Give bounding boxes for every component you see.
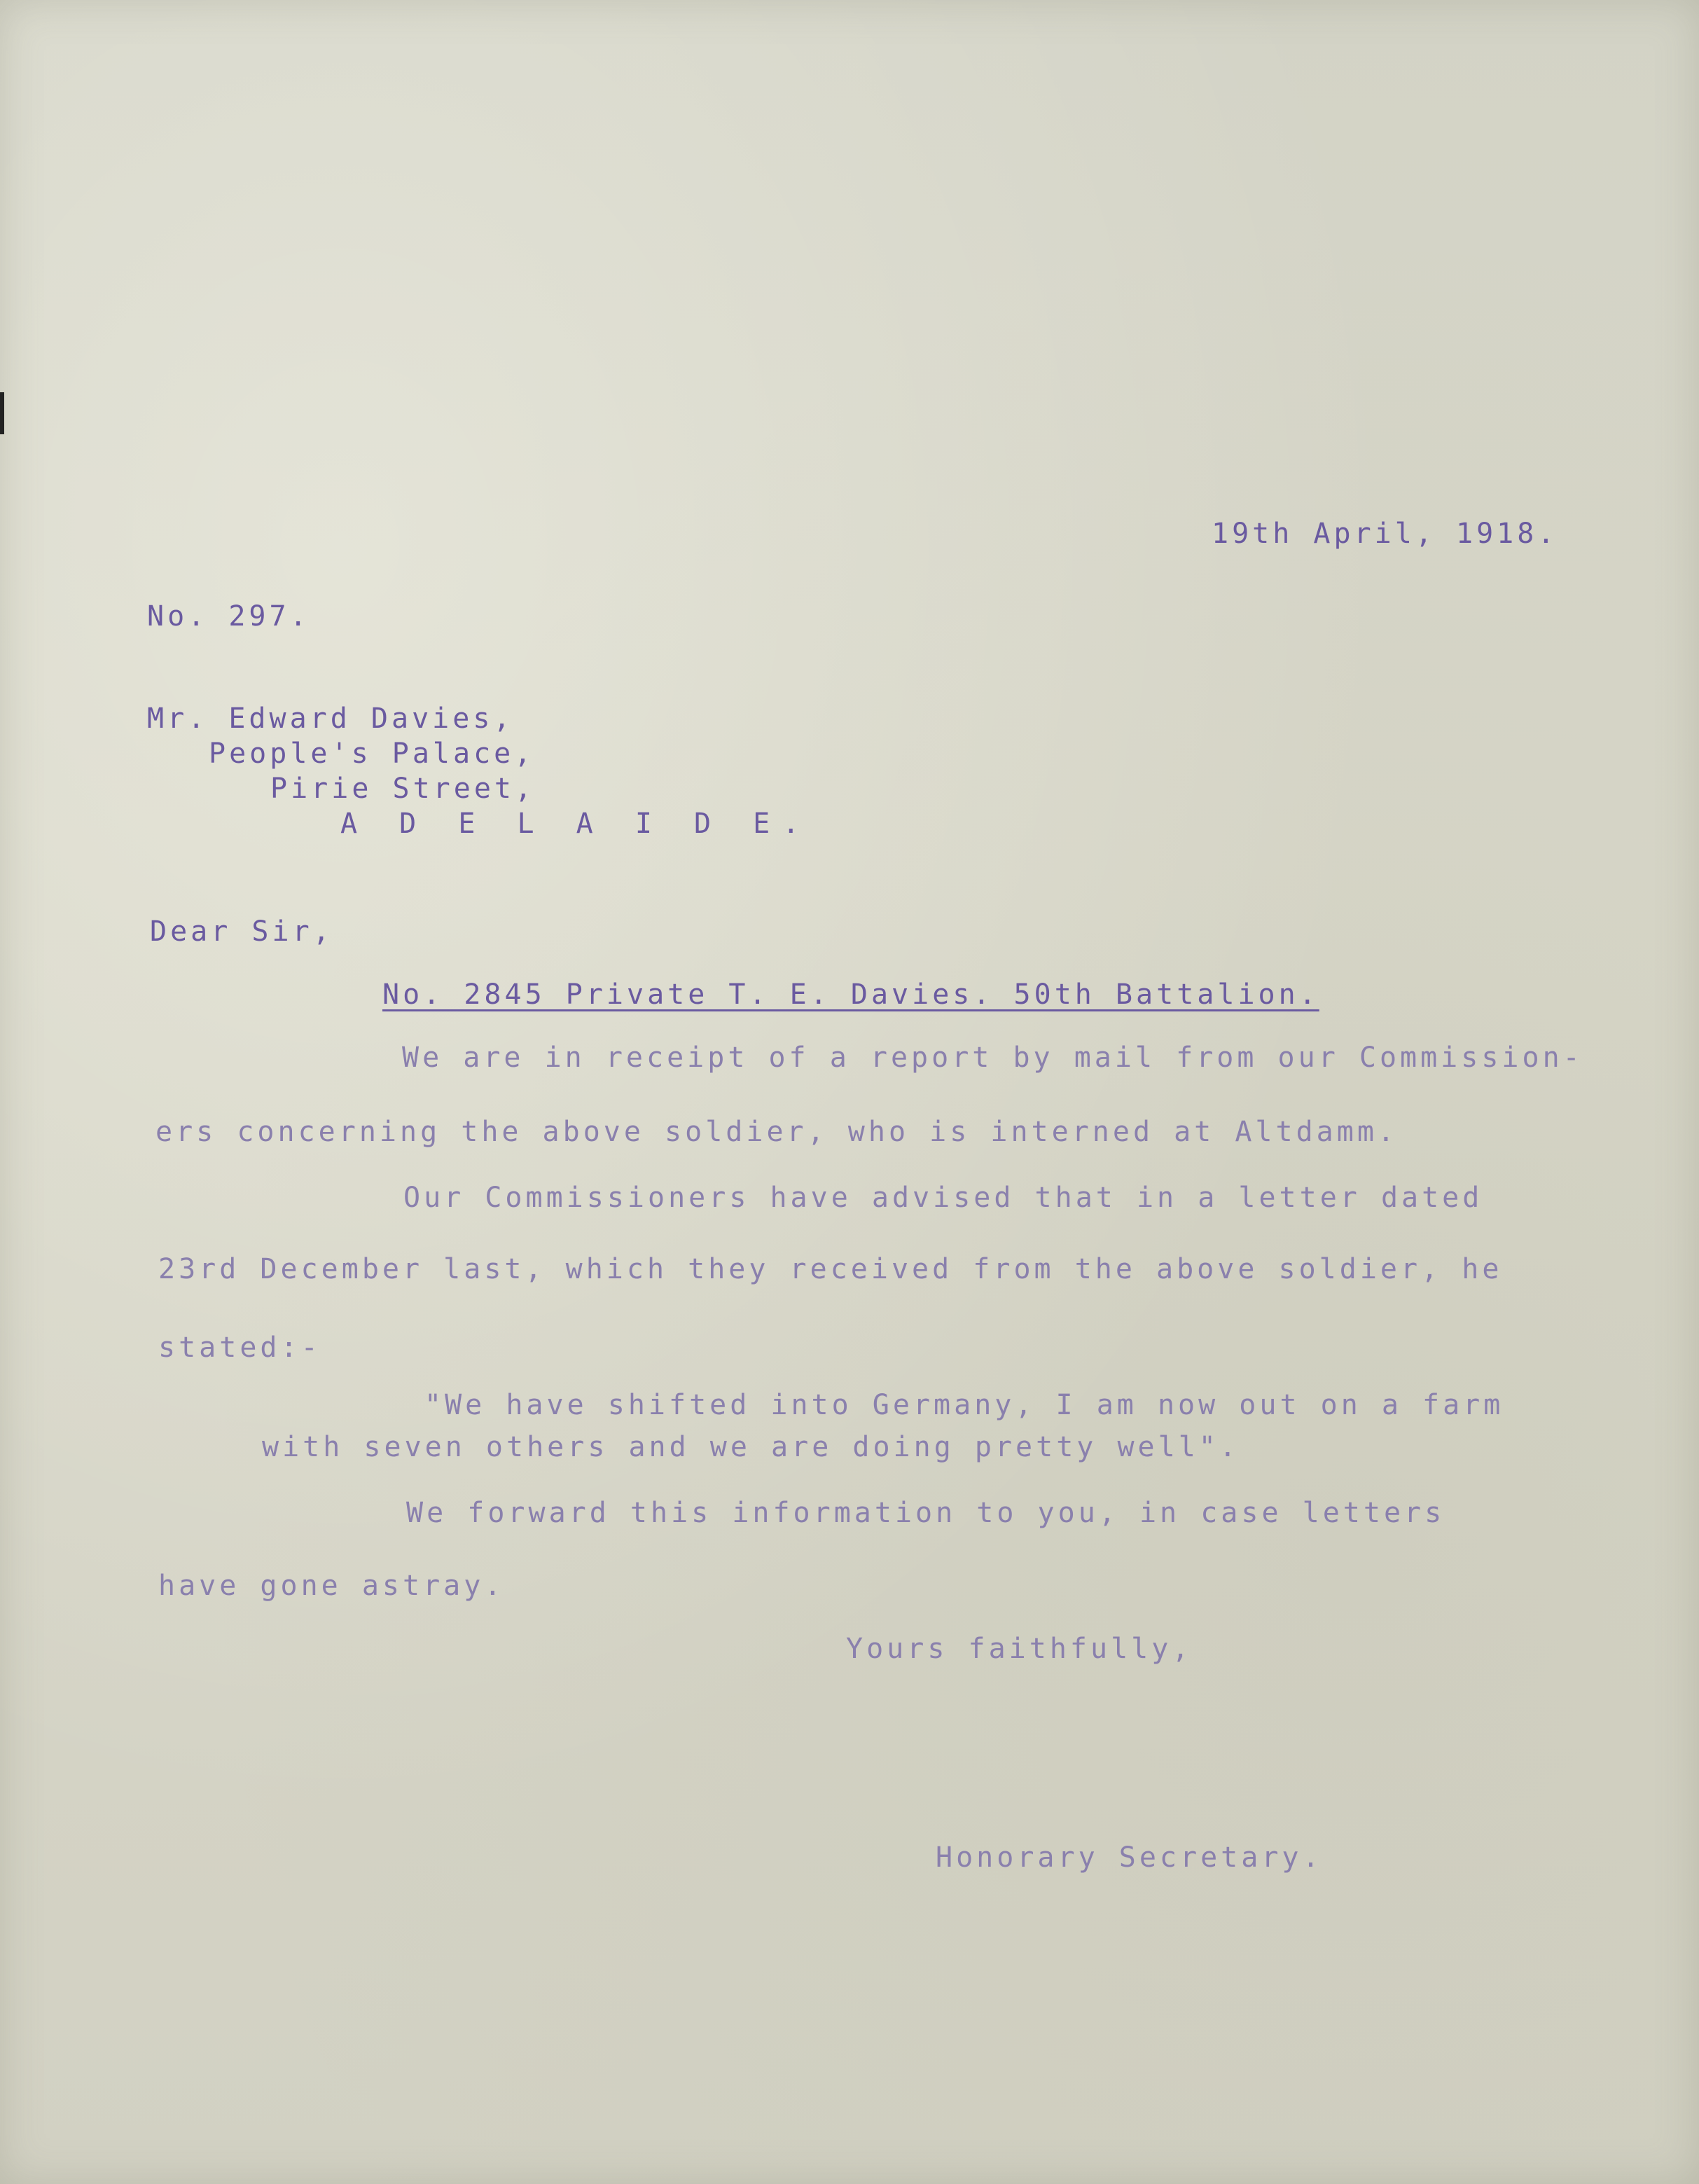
signature-title: Honorary Secretary. xyxy=(936,1841,1323,1874)
quotation-line-2: with seven others and we are doing pretty well". xyxy=(262,1431,1240,1463)
body-paragraph-1-line-2: ers concerning the above soldier, who is interned at Altdamm. xyxy=(155,1116,1399,1148)
page-edge-mark xyxy=(0,392,4,434)
quotation-line-1: "We have shifted into Germany, I am now out on a farm xyxy=(424,1389,1504,1421)
body-paragraph-3-line-2: have gone astray. xyxy=(158,1570,505,1602)
salutation: Dear Sir, xyxy=(150,915,333,948)
letter-subject: No. 2845 Private T. E. Davies. 50th Battalion. xyxy=(382,979,1319,1011)
body-paragraph-1-line-1: We are in receipt of a report by mail from our Commission- xyxy=(402,1042,1583,1074)
body-paragraph-3-line-1: We forward this information to you, in case letters xyxy=(406,1497,1445,1529)
reference-number: No. 297. xyxy=(147,600,310,633)
body-paragraph-2-line-3: stated:- xyxy=(158,1332,321,1364)
closing: Yours faithfully, xyxy=(846,1633,1193,1665)
address-name: Mr. Edward Davies, xyxy=(147,703,514,735)
address-street: Pirie Street, xyxy=(270,773,536,805)
address-city: A D E L A I D E. xyxy=(340,808,812,840)
letter-date: 19th April, 1918. xyxy=(1212,518,1558,550)
body-paragraph-2-line-1: Our Commissioners have advised that in a letter dated xyxy=(403,1182,1483,1214)
body-paragraph-2-line-2: 23rd December last, which they received from the above soldier, he xyxy=(158,1253,1503,1285)
address-building: People's Palace, xyxy=(209,738,535,770)
